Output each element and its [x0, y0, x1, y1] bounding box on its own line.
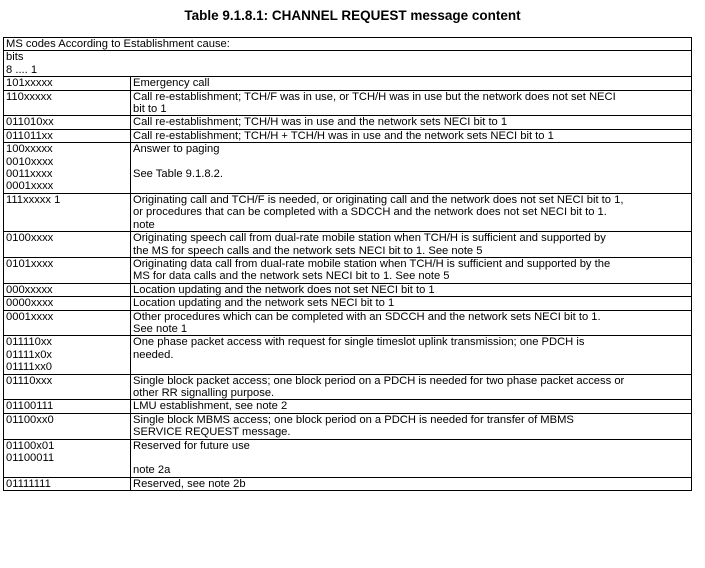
code-cell: 100xxxxx 0010xxxx 0011xxxx 0001xxxx [4, 143, 131, 194]
description-cell: Originating call and TCH/F is needed, or originating call and the network does not set NECI bit to 1, or procedures that can be completed with a SDCCH and the network does not set NECI bit to 1. note [131, 193, 692, 231]
code-cell: 01111111 [4, 477, 131, 490]
channel-request-table [3, 37, 692, 491]
code-cell: 0100xxxx [4, 232, 131, 258]
description-cell: Single block MBMS access; one block period on a PDCH is needed for transfer of MBMS SERVICE REQUEST message. [131, 413, 692, 439]
table-row [4, 297, 692, 310]
header-row [4, 38, 692, 51]
description-cell: Other procedures which can be completed with an SDCCH and the network sets NECI bit to 1. See note 1 [131, 310, 692, 336]
description-cell: Location updating and the network does not set NECI bit to 1 [131, 283, 692, 296]
description-cell: Location updating and the network sets NECI bit to 1 [131, 297, 692, 310]
code-cell: 110xxxxx [4, 90, 131, 116]
description-cell: Single block packet access; one block period on a PDCH is needed for two phase packet access or other RR signalling purpose. [131, 374, 692, 400]
code-cell: 0000xxxx [4, 297, 131, 310]
table-row [4, 143, 692, 194]
table-row [4, 129, 692, 142]
description-cell: Call re-establishment; TCH/H was in use and the network sets NECI bit to 1 [131, 116, 692, 129]
table-title: Table 9.1.8.1: CHANNEL REQUEST message content [184, 8, 521, 23]
header-cell: MS codes According to Establishment cause: [4, 38, 692, 51]
code-cell: 01100111 [4, 400, 131, 413]
description-cell: One phase packet access with request for single timeslot uplink transmission; one PDCH is needed. [131, 336, 692, 374]
code-cell: 0001xxxx [4, 310, 131, 336]
table-row [4, 232, 692, 258]
code-cell: 111xxxxx 1 [4, 193, 131, 231]
description-cell: Answer to paging See Table 9.1.8.2. [131, 143, 692, 194]
table-row [4, 77, 692, 90]
description-cell: Emergency call [131, 77, 692, 90]
description-cell: Reserved for future use note 2a [131, 439, 692, 477]
code-cell: 101xxxxx [4, 77, 131, 90]
description-cell: Reserved, see note 2b [131, 477, 692, 490]
table-row [4, 257, 692, 283]
description-cell: Originating data call from dual-rate mobile station when TCH/H is sufficient and supported by the MS for data calls and the network sets NECI bit to 1. See note 5 [131, 257, 692, 283]
description-cell: LMU establishment, see note 2 [131, 400, 692, 413]
table-body [4, 38, 692, 491]
table-row [4, 477, 692, 490]
description-cell: Originating speech call from dual-rate mobile station when TCH/H is sufficient and supported by the MS for speech calls and the network sets NECI bit to 1. See note 5 [131, 232, 692, 258]
table-row [4, 116, 692, 129]
description-cell: Call re-establishment; TCH/F was in use, or TCH/H was in use but the network does not set NECI bit to 1 [131, 90, 692, 116]
table-row [4, 400, 692, 413]
table-row [4, 439, 692, 477]
code-cell: 011011xx [4, 129, 131, 142]
table-row [4, 90, 692, 116]
bits-row [4, 51, 692, 77]
code-cell: 000xxxxx [4, 283, 131, 296]
code-cell: 011110xx 01111x0x 01111xx0 [4, 336, 131, 374]
bits-cell: bits 8 .... 1 [4, 51, 692, 77]
table-row [4, 413, 692, 439]
table-row [4, 310, 692, 336]
table-row [4, 336, 692, 374]
code-cell: 01110xxx [4, 374, 131, 400]
code-cell: 011010xx [4, 116, 131, 129]
code-cell: 0101xxxx [4, 257, 131, 283]
table-row [4, 374, 692, 400]
description-cell: Call re-establishment; TCH/H + TCH/H was in use and the network sets NECI bit to 1 [131, 129, 692, 142]
code-cell: 01100x01 01100011 [4, 439, 131, 477]
table-row [4, 193, 692, 231]
code-cell: 01100xx0 [4, 413, 131, 439]
table-row [4, 283, 692, 296]
